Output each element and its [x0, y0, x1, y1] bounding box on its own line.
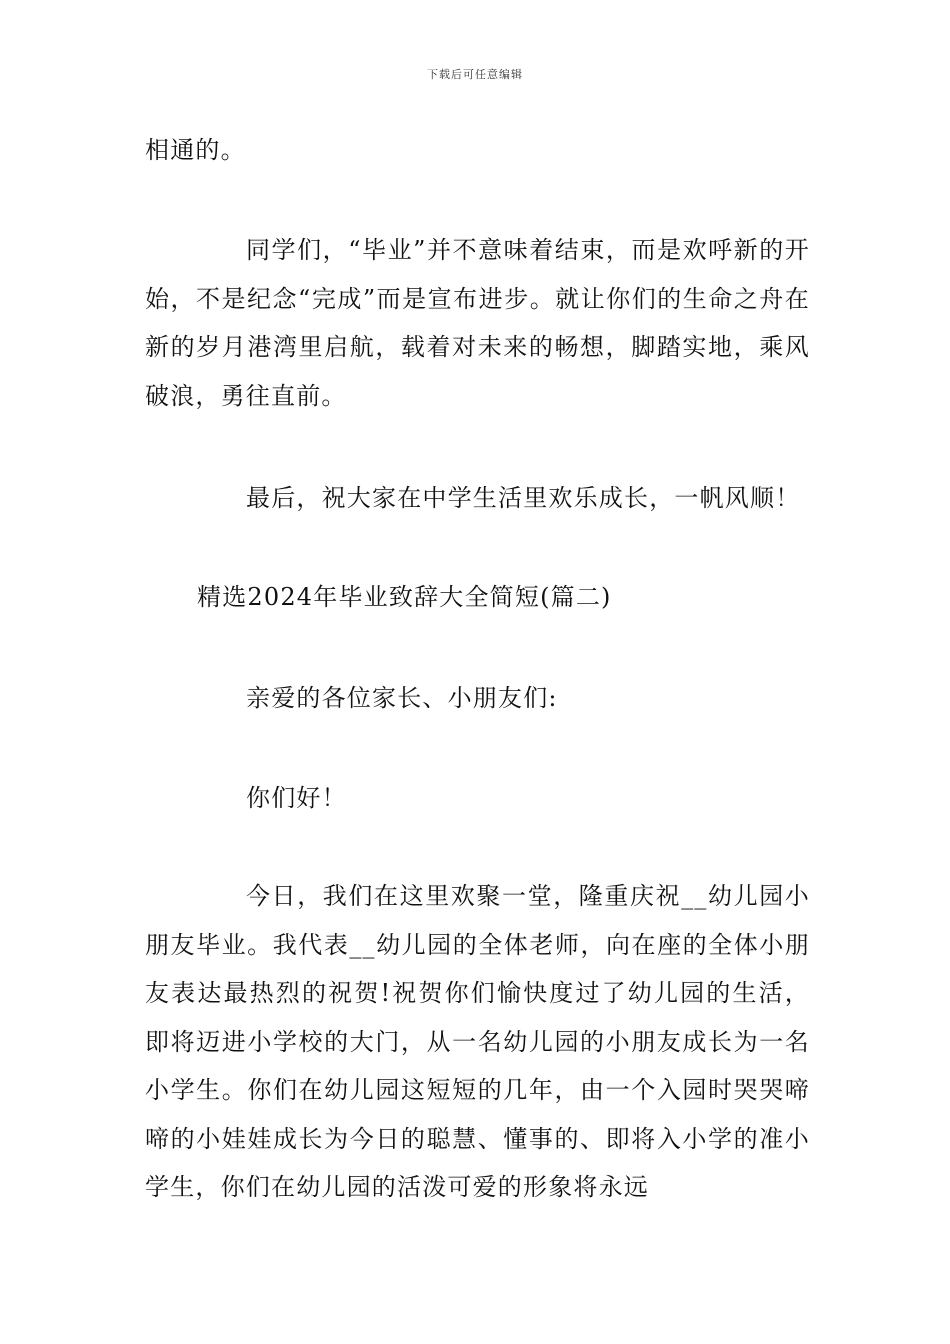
- paragraph-text: 你们好！: [246, 784, 347, 812]
- section-heading-text: 精选2024年毕业致辞大全简短(篇二): [197, 583, 612, 611]
- paragraph-closing-wish: [145, 474, 810, 523]
- paragraph-text: 相通的。: [145, 136, 246, 164]
- paragraph-text: 今日，我们在这里欢聚一堂，隆重庆祝__幼儿园小朋友毕业。我代表__幼儿园的全体老师，向在座的全体小朋友表达最热烈的祝贺!祝贺你们愉快度过了幼儿园的生活，即将迈进小学校的大门，从一名幼儿园的小朋友成长为一名小学生。你们在幼儿园这短短的几年，由一个入园时哭哭啼啼的小娃娃成长为今日的聪慧、懂事的、即将入小学的准小学生，你们在幼儿园的活泼可爱的形象将永远: [145, 882, 810, 1201]
- paragraph-text: 最后，祝大家在中学生活里欢乐成长，一帆风顺！: [246, 484, 801, 512]
- paragraph-text: 亲爱的各位家长、小朋友们:: [246, 684, 558, 712]
- page-header: 下载后可任意编辑: [427, 68, 523, 81]
- paragraph-continuation: [145, 126, 810, 175]
- paragraph-greeting: [145, 774, 810, 823]
- section-heading: [145, 573, 810, 622]
- paragraph-main-speech: [145, 872, 810, 1212]
- paragraph-graduation-meaning: [145, 226, 810, 420]
- paragraph-salutation: [145, 674, 810, 723]
- paragraph-text: 同学们，“毕业”并不意味着结束，而是欢呼新的开始，不是纪念“完成”而是宣布进步。就让你们的生命之舟在新的岁月港湾里启航，载着对未来的畅想，脚踏实地，乘风破浪，勇往直前。: [145, 236, 810, 410]
